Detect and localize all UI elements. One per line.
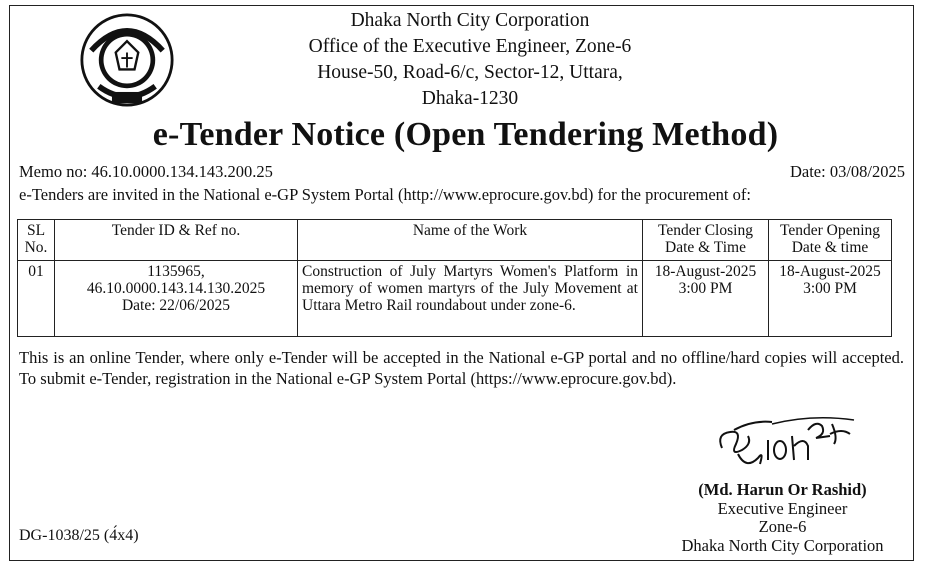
tender-note: This is an online Tender, where only e-Tender will be accepted in the National e-GP portal and no offline/hard copies will accepted. To submit e-Tender, registration in the National e-GP System Portal (https://www.eprocure.gov.bd). [19, 348, 904, 388]
header-sl: SL No. [18, 220, 55, 261]
memo-number: Memo no: 46.10.0000.134.143.200.25 [19, 162, 273, 181]
cell-closing: 18-August-2025 3:00 PM [643, 261, 769, 337]
header-closing: Tender Closing Date & Time [643, 220, 769, 261]
signer-zone: Zone-6 [758, 517, 807, 536]
office-name: Office of the Executive Engineer, Zone-6 [308, 36, 632, 57]
dncc-seal-logo [80, 13, 174, 107]
notice-date: Date: 03/08/2025 [789, 162, 905, 181]
tender-table [17, 219, 892, 337]
cell-tender-id: 1135965, 46.10.0000.143.14.130.2025 Date: 22/06/2025 [55, 261, 298, 337]
notice-title: e-Tender Notice (Open Tendering Method) [152, 116, 779, 153]
cell-sl: 01 [18, 261, 55, 337]
office-city: Dhaka-1230 [421, 88, 519, 109]
org-name: Dhaka North City Corporation [350, 10, 590, 31]
cell-work: Construction of July Martyrs Women's Platform in memory of women martyrs of the July Movement at Uttara Metro Rail roundabout under zone-6. [298, 261, 643, 337]
invitation-text: e-Tenders are invited in the National e-GP System Portal (http://www.eprocure.gov.bd) for the procurement of: [19, 185, 751, 204]
table-row [18, 261, 892, 337]
header-tender-id: Tender ID & Ref no. [55, 220, 298, 261]
header-opening: Tender Opening Date & time [769, 220, 892, 261]
footer-code: DG-1038/25 (4́x4) [19, 527, 139, 544]
signer-org: Dhaka North City Corporation [681, 535, 884, 555]
table-header-row [18, 220, 892, 261]
signer-name: (Md. Harun Or Rashid) [698, 480, 867, 499]
header-block [220, 8, 720, 112]
handwritten-signature [712, 410, 862, 474]
signer-block [660, 481, 905, 555]
office-address: House-50, Road-6/c, Sector-12, Uttara, [317, 62, 623, 83]
cell-opening: 18-August-2025 3:00 PM [769, 261, 892, 337]
signer-designation: Executive Engineer [717, 498, 848, 518]
header-work: Name of the Work [298, 220, 643, 261]
